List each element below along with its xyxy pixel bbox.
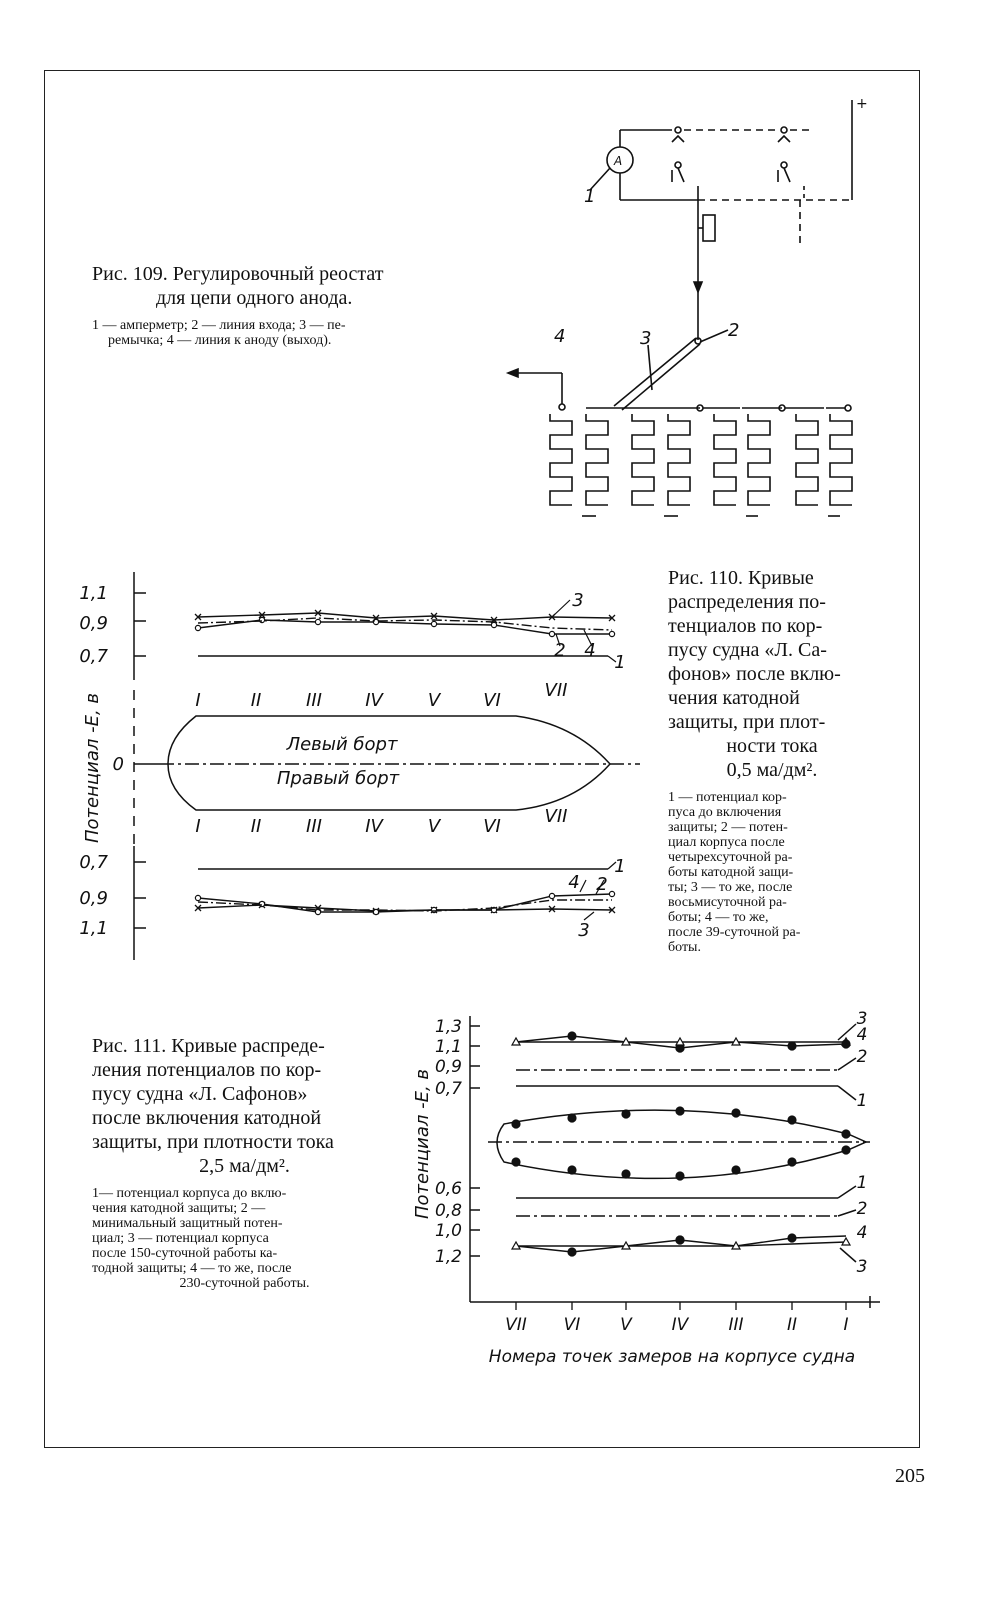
f111title-line-1: Рис. 111. Кривые распреде- — [92, 1035, 325, 1057]
fig110-curves — [195, 590, 626, 941]
filled-marker — [842, 1040, 850, 1048]
fig111-x-label-1: VII — [505, 1315, 527, 1335]
f110legend-line-10: после 39-суточной ра- — [668, 925, 801, 940]
fig110-point-top-2: II — [250, 690, 262, 711]
fig111-x-label-4: IV — [671, 1315, 689, 1335]
f111title-line-6: 2,5 ма/дм². — [199, 1155, 290, 1177]
fig110-right-side-label: Правый борт — [276, 768, 400, 789]
fig111-x-label-6: II — [786, 1315, 798, 1335]
f111legend-line-4: циал; 3 — потенциал корпуса — [92, 1231, 269, 1246]
fig109-legend-2: ремычка; 4 — линия к аноду (выход). — [108, 333, 332, 348]
filled-marker — [676, 1236, 684, 1244]
filled-marker — [622, 1170, 630, 1178]
resistor-element — [586, 414, 608, 505]
f110legend-line-2: пуса до включения — [668, 805, 782, 820]
circle-marker — [431, 907, 436, 912]
fig111-curve-label-1-bottom: 1 — [856, 1173, 868, 1193]
circle-marker — [315, 619, 320, 624]
filled-marker — [842, 1130, 850, 1138]
fig110-tick-bot-3: 1,1 — [79, 918, 108, 939]
fig110-point-bottom-7: VII — [544, 806, 568, 827]
f110legend-line-7: ты; 3 — то же, после — [668, 880, 793, 895]
fig111-x-label-5: III — [728, 1315, 744, 1335]
fig111-tick-top-2: 1,1 — [434, 1037, 462, 1057]
f110title-line-4: пусу судна «Л. Са- — [668, 639, 827, 661]
fig110-left-side-label: Левый борт — [286, 734, 398, 755]
fig111-y-axis-label: Потенциал -E, в — [412, 1068, 433, 1220]
circle-marker — [491, 622, 496, 627]
fig111-tick-bot-4: 1,2 — [434, 1247, 462, 1267]
filled-marker — [788, 1234, 796, 1242]
circle-marker — [431, 621, 436, 626]
circle-marker — [259, 901, 264, 906]
fig109-title-1: Рис. 109. Регулировочный реостат — [92, 263, 384, 285]
filled-marker — [568, 1114, 576, 1122]
fig110-y-axis-label: Потенциал -E, в — [82, 692, 103, 844]
fig111-chart — [470, 1016, 880, 1308]
f111legend-line-2: чения катодной защиты; 2 — — [92, 1201, 266, 1216]
fig109-resistor-bank — [550, 414, 852, 516]
fig111-curve-label-2-bottom: 2 — [856, 1199, 868, 1219]
resistor-element — [748, 414, 770, 505]
resistor-element — [550, 414, 572, 505]
filled-marker — [568, 1248, 576, 1256]
fig111-x-axis-label: Номера точек замеров на корпусе судна — [488, 1347, 856, 1367]
f110legend-line-9: боты; 4 — то же, — [668, 910, 769, 925]
fig110-point-bottom-4: IV — [365, 816, 383, 837]
f110title-line-2: распределения по- — [668, 591, 826, 613]
filled-marker — [788, 1042, 796, 1050]
circle-marker — [373, 619, 378, 624]
f110title-line-5: фонов» после вклю- — [668, 663, 841, 685]
fig109-schematic — [508, 100, 852, 411]
fig110-curve-label-2-top: 2 — [554, 640, 566, 661]
fig110-curve-label-1-top: 1 — [614, 652, 626, 673]
f110title-line-7: защиты, при плот- — [668, 711, 826, 733]
fig111-x-label-3: V — [620, 1315, 632, 1335]
fig110-point-bottom-6: VI — [483, 816, 501, 837]
fig109-label-4: 4 — [554, 326, 566, 347]
fig110-curve-label-4-bottom: 4 — [568, 872, 580, 893]
resistor-element — [714, 414, 736, 505]
circle-marker — [259, 617, 264, 622]
f110title-line-6: чения катодной — [668, 687, 800, 709]
fig109-legend-1: 1 — амперметр; 2 — линия входа; 3 — пе- — [92, 318, 346, 333]
f110title-line-9: 0,5 ма/дм². — [726, 759, 818, 781]
fig111-x-label-2: VI — [563, 1315, 581, 1335]
fig111-curve-label-4-bottom: 4 — [856, 1223, 868, 1243]
f110title-line-1: Рис. 110. Кривые — [668, 567, 814, 589]
f110title-line-3: тенциалов по кор- — [668, 615, 823, 637]
fig110-point-bottom-3: III — [306, 816, 322, 837]
filled-marker — [512, 1158, 520, 1166]
filled-marker — [788, 1158, 796, 1166]
filled-marker — [732, 1109, 740, 1117]
fig109-label-2: 2 — [728, 320, 740, 341]
fig110-chart — [134, 572, 640, 960]
fig109-label-1: 1 — [584, 186, 596, 207]
fig110-tick-bot-2: 0,9 — [79, 888, 108, 909]
filled-marker — [676, 1172, 684, 1180]
fig110-curve-label-3-bottom: 3 — [578, 920, 590, 941]
fig111-curve-label-1-top: 1 — [856, 1091, 868, 1111]
fig111-tick-top-1: 1,3 — [434, 1017, 462, 1037]
fig110-curve-label-2-bottom: 2 — [596, 874, 608, 895]
f111title-line-3: пусу судна «Л. Сафонов» — [92, 1083, 308, 1105]
fig109-title-2: для цепи одного анода. — [156, 287, 353, 309]
fig110-tick-top-1: 1,1 — [79, 583, 108, 604]
circle-marker — [549, 631, 554, 636]
fig110-point-top-1: I — [195, 690, 201, 711]
f110legend-line-6: боты катодной защи- — [668, 865, 794, 880]
fig110-tick-top-3: 0,7 — [79, 646, 108, 667]
fig110-tick-zero: 0 — [112, 754, 124, 775]
fig110-point-top-5: V — [427, 690, 441, 711]
ammeter-label: A — [614, 154, 623, 168]
f111title-line-5: защиты, при плотности тока — [92, 1131, 334, 1153]
f110legend-line-5: четырехсуточной ра- — [668, 850, 793, 865]
filled-marker — [568, 1166, 576, 1174]
fig110-point-bottom-2: II — [250, 816, 262, 837]
f111legend-line-1: 1— потенциал корпуса до вклю- — [92, 1186, 287, 1201]
fig110-point-top-4: IV — [365, 690, 383, 711]
circle-marker — [195, 625, 200, 630]
f110legend-line-3: защиты; 2 — потен- — [668, 820, 788, 835]
fig110-point-bottom-5: V — [427, 816, 441, 837]
fig110-point-top-6: VI — [483, 690, 501, 711]
fig111-tick-bot-3: 1,0 — [434, 1221, 462, 1241]
fig111-x-label-7: I — [843, 1315, 849, 1335]
f110title-line-8: ности тока — [726, 735, 818, 757]
fig110-point-top-7: VII — [544, 680, 568, 701]
filled-marker — [568, 1032, 576, 1040]
fig110-tick-bot-1: 0,7 — [79, 852, 108, 873]
fig111-tick-top-4: 0,7 — [434, 1079, 462, 1099]
fig110-point-top-3: III — [306, 690, 322, 711]
resistor-element — [830, 414, 852, 505]
circle-marker — [549, 893, 554, 898]
f111title-line-4: после включения катодной — [92, 1107, 322, 1129]
page-number: 205 — [895, 1465, 925, 1487]
fig111-curve-label-3-bottom: 3 — [856, 1257, 868, 1277]
filled-marker — [512, 1120, 520, 1128]
resistor-element — [668, 414, 690, 505]
f111legend-line-3: минимальный защитный потен- — [92, 1216, 283, 1231]
circle-marker — [609, 631, 614, 636]
circle-marker — [195, 895, 200, 900]
f110legend-line-1: 1 — потенциал кор- — [668, 790, 787, 805]
resistor-element — [632, 414, 654, 505]
filled-marker — [732, 1166, 740, 1174]
resistor-element — [796, 414, 818, 505]
filled-marker — [788, 1116, 796, 1124]
fig111-tick-top-3: 0,9 — [434, 1057, 462, 1077]
f111legend-line-7: 230-суточной работы. — [179, 1276, 310, 1291]
f110legend-line-4: циал корпуса после — [668, 835, 785, 850]
filled-marker — [842, 1146, 850, 1154]
f111title-line-2: ления потенциалов по кор- — [92, 1059, 322, 1081]
fig111-tick-bot-2: 0,8 — [434, 1201, 462, 1221]
f111legend-line-6: тодной защиты; 4 — то же, после — [92, 1261, 292, 1276]
filled-marker — [622, 1110, 630, 1118]
fig111-curves — [512, 1009, 867, 1277]
fig111-tick-bot-1: 0,6 — [434, 1179, 462, 1199]
fig109-labels — [554, 96, 868, 349]
circle-marker — [609, 891, 614, 896]
f110legend-line-8: восьмисуточной ра- — [668, 895, 787, 910]
f111legend-line-5: после 150-суточной работы ка- — [92, 1246, 278, 1261]
fig109-label-3: 3 — [640, 328, 652, 349]
filled-marker — [676, 1107, 684, 1115]
fig111-curve-label-3-top: 3 — [856, 1009, 868, 1029]
fig111-curve-label-2-top: 2 — [856, 1047, 868, 1067]
fig110-tick-top-2: 0,9 — [79, 613, 108, 634]
fig111-x-ticks — [505, 1302, 848, 1335]
fig110-curve-label-4-top: 4 — [584, 640, 596, 661]
fig110-text — [79, 583, 399, 939]
fig110-point-bottom-1: I — [195, 816, 201, 837]
fig110-curve-label-1-bottom: 1 — [614, 856, 626, 877]
fig111-curve-label-4-top: 4 — [856, 1025, 868, 1045]
fig110-curve-label-3-top: 3 — [572, 590, 584, 611]
plus-terminal-label: + — [856, 96, 868, 112]
f110legend-line-11: боты. — [668, 940, 701, 955]
